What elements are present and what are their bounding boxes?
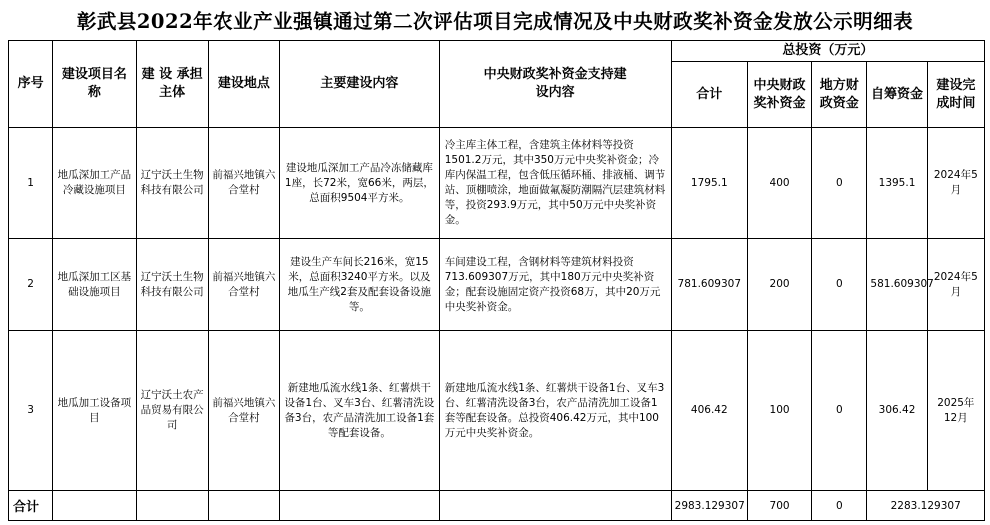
total-label: 合计 xyxy=(9,491,53,521)
cell-owner: 辽宁沃土生物科技有限公司 xyxy=(136,128,208,239)
cell-owner: 辽宁沃土生物科技有限公司 xyxy=(136,239,208,331)
header-sum: 合计 xyxy=(671,62,747,128)
cell-completion-time: 2025年12月 xyxy=(927,331,984,491)
cell-location: 前福兴地镇六合堂村 xyxy=(208,128,279,239)
cell-sum: 1795.1 xyxy=(671,128,747,239)
total-central-fund: 700 xyxy=(747,491,811,521)
cell-seq: 3 xyxy=(9,331,53,491)
header-local-fund: 地方财政资金 xyxy=(812,62,867,128)
cell-completion-time: 2024年5月 xyxy=(927,239,984,331)
header-self-fund: 自筹资金 xyxy=(867,62,927,128)
header-seq: 序号 xyxy=(9,41,53,128)
cell-self-fund: 1395.1 xyxy=(867,128,927,239)
cell-central-support: 冷主库主体工程，含建筑主体材料等投资1501.2万元，其中350万元中央奖补资金；冷库内保温工程，包含低压循环桶、排液桶、调节站、顶棚喷涂，地面做氟凝防潮隔汽层建筑材料等，投资293.9万元，其中50万元中央奖补资金。 xyxy=(439,128,671,239)
header-central-support: 中央财政奖补资金支持建设内容 xyxy=(439,41,671,128)
cell-main-content: 建设地瓜深加工产品冷冻储藏库1座，长72米，宽66米，两层，总面积9504平方米。 xyxy=(280,128,440,239)
table-row xyxy=(9,331,985,491)
cell-seq: 1 xyxy=(9,128,53,239)
cell-local-fund: 0 xyxy=(812,128,867,239)
cell-project-name: 地瓜深加工产品冷藏设施项目 xyxy=(53,128,136,239)
total-empty-cell xyxy=(136,491,208,521)
cell-central-fund: 400 xyxy=(747,128,811,239)
cell-project-name: 地瓜深加工区基础设施项目 xyxy=(53,239,136,331)
cell-seq: 2 xyxy=(9,239,53,331)
cell-central-fund: 100 xyxy=(747,331,811,491)
table-row xyxy=(9,128,985,239)
cell-project-name: 地瓜加工设备项目 xyxy=(53,331,136,491)
header-owner: 建 设 承担主体 xyxy=(136,41,208,128)
project-table xyxy=(8,40,985,521)
cell-sum: 406.42 xyxy=(671,331,747,491)
cell-owner: 辽宁沃土农产品贸易有限公司 xyxy=(136,331,208,491)
cell-central-fund: 200 xyxy=(747,239,811,331)
header-project-name: 建设项目名称 xyxy=(53,41,136,128)
cell-location: 前福兴地镇六合堂村 xyxy=(208,239,279,331)
cell-central-support: 新建地瓜流水线1条、红薯烘干设备1台、叉车3台、红薯清洗设备3台，农产品清洗加工设备1套等配套设备。总投资406.42万元，其中100万元中央奖补资金。 xyxy=(439,331,671,491)
cell-self-fund: 306.42 xyxy=(867,331,927,491)
header-completion-time: 建设完成时间 xyxy=(927,62,984,128)
header-total-investment: 总投资（万元） xyxy=(671,41,984,62)
total-empty-cell xyxy=(208,491,279,521)
cell-location: 前福兴地镇六合堂村 xyxy=(208,331,279,491)
total-empty-cell xyxy=(439,491,671,521)
cell-local-fund: 0 xyxy=(812,239,867,331)
header-location: 建设地点 xyxy=(208,41,279,128)
total-row xyxy=(9,491,985,521)
header-main-content: 主要建设内容 xyxy=(280,41,440,128)
table-row xyxy=(9,239,985,331)
cell-main-content: 新建地瓜流水线1条、红薯烘干设备1台、叉车3台、红薯清洗设备3台，农产品清洗加工设备1套等配套设备。 xyxy=(280,331,440,491)
page-title: 彰武县2022年农业产业强镇通过第二次评估项目完成情况及中央财政奖补资金发放公示明细表 xyxy=(76,10,914,33)
cell-local-fund: 0 xyxy=(812,331,867,491)
header-row-top xyxy=(9,41,985,62)
total-local-fund: 0 xyxy=(812,491,867,521)
total-empty-cell xyxy=(53,491,136,521)
cell-sum: 781.609307 xyxy=(671,239,747,331)
cell-central-support: 车间建设工程，含钢材料等建筑材料投资713.609307万元，其中180万元中央奖补资金；配套设施固定资产投资68万，其中20万元中央奖补资金。 xyxy=(439,239,671,331)
header-central-fund: 中央财政奖补资金 xyxy=(747,62,811,128)
total-self-fund: 2283.129307 xyxy=(867,491,985,521)
cell-main-content: 建设生产车间长216米，宽15米，总面积3240平方米。以及地瓜生产线2套及配套设备设施等。 xyxy=(280,239,440,331)
cell-completion-time: 2024年5月 xyxy=(927,128,984,239)
total-sum: 2983.129307 xyxy=(671,491,747,521)
cell-self-fund: 581.609307 xyxy=(867,239,927,331)
total-empty-cell xyxy=(280,491,440,521)
